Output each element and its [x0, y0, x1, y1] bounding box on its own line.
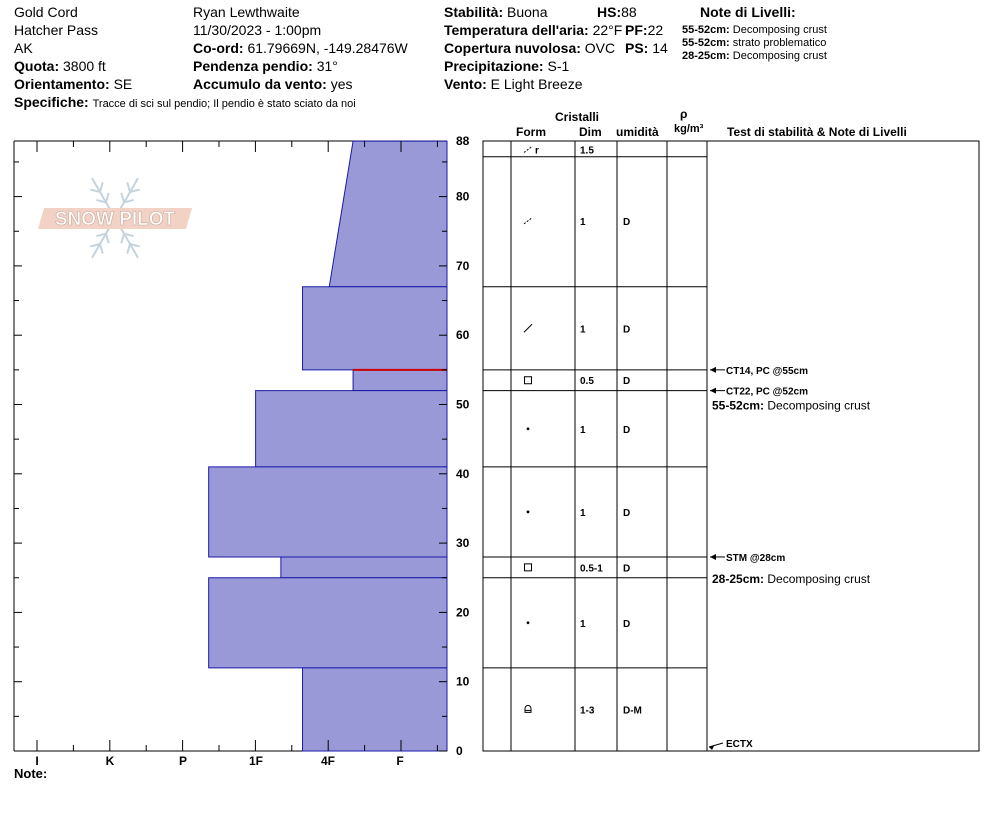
form-header: Form: [516, 125, 546, 139]
form-modifier: r: [535, 145, 539, 157]
layer-notes-title: Note di Livelli:: [700, 4, 796, 20]
hardness-label: P: [178, 754, 188, 768]
density-unit: kg/m³: [674, 123, 704, 135]
hardness-label: F: [396, 754, 404, 768]
air-temperature: Temperatura dell'aria: 22°F: [444, 22, 623, 38]
stability: Stabilità: Buona: [444, 4, 548, 20]
crystal-size: 0.5: [580, 376, 594, 388]
decomposing-fragments-icon: [524, 218, 532, 224]
hardness-layer: [209, 578, 447, 668]
slope-angle: Pendenza pendio: 31°: [193, 58, 338, 74]
rounded-grain-icon: [527, 511, 530, 514]
hardness-layer: [303, 287, 447, 370]
moisture-value: D: [623, 376, 631, 388]
rounded-grain-icon: [527, 427, 530, 430]
snowflake-branch: [121, 193, 124, 203]
hardness-layer: [209, 467, 447, 557]
snowflake-branch: [121, 234, 124, 244]
crystal-size: 1.5: [580, 145, 594, 157]
specifics: Specifiche: Tracce di sci sul pendio; Il pendio è stato sciato da noi: [14, 94, 356, 110]
depth-label: 88: [456, 134, 470, 149]
location-area: Hatcher Pass: [14, 22, 99, 38]
tests-header: Test di stabilità & Note di Livelli: [727, 125, 907, 139]
decomposing-fragments-icon: [524, 324, 532, 332]
hardness-label: 4F: [320, 754, 336, 768]
layer-note: 28-25cm: Decomposing crust: [682, 50, 827, 62]
snowflake-branch: [106, 234, 109, 244]
date-time: 11/30/2023 - 1:00pm: [193, 22, 322, 38]
depth-label: 40: [456, 466, 470, 481]
coordinates: Co-ord: 61.79669N, -149.28476W: [193, 40, 408, 56]
location-name: Gold Cord: [14, 4, 78, 20]
hardness-layer: [256, 391, 447, 467]
humidity-header: umidità: [616, 125, 659, 139]
moisture-value: D: [623, 324, 631, 336]
location-state: AK: [14, 40, 33, 56]
snowflake-branch: [100, 244, 103, 254]
stability-test-label: ECTX: [726, 739, 753, 750]
test-arrow: [709, 743, 723, 747]
depth-label: 0: [456, 744, 463, 758]
layer-note: 55-52cm: Decomposing crust: [682, 24, 827, 36]
logo-text: SNOW PILOT: [54, 209, 176, 230]
snowpilot-logo: [38, 178, 192, 258]
crystal-size: 0.5-1: [580, 563, 603, 575]
foot-penetration: PF:22: [625, 22, 664, 38]
precipitation: Precipitazione: S-1: [444, 58, 570, 74]
dim-header: Dim: [579, 125, 602, 139]
snowflake-branch: [127, 244, 130, 254]
elevation: Quota: 3800 ft: [14, 58, 106, 74]
test-arrow-head: [710, 554, 716, 560]
depth-label: 50: [456, 397, 470, 412]
snowflake-branch: [106, 193, 109, 203]
stability-test-label: CT22, PC @52cm: [726, 386, 809, 398]
crystal-size: 1: [580, 424, 586, 436]
faceted-crystal-icon: [525, 564, 532, 571]
hardness-label: K: [105, 754, 115, 768]
moisture-value: D: [623, 216, 631, 228]
hardness-layer: [353, 370, 447, 391]
melt-freeze-icon: [525, 705, 531, 712]
hardness-label: I: [35, 754, 39, 768]
depth-label: 60: [456, 328, 470, 343]
stability-test-label: STM @28cm: [726, 552, 786, 564]
layer-note: 55-52cm: strato problematico: [682, 37, 827, 49]
hardness-layer: [303, 668, 447, 751]
snow-height: HS:88: [597, 4, 637, 20]
stability-test-label: CT14, PC @55cm: [726, 365, 809, 377]
cloud-cover: Copertura nuvolosa: OVC: [444, 40, 616, 56]
wind: Vento: E Light Breeze: [444, 76, 583, 92]
inline-layer-note: 28-25cm: Decomposing crust: [712, 571, 871, 586]
depth-label: 30: [456, 536, 470, 551]
snowflake-branch: [100, 182, 103, 192]
crystals-header: Cristalli: [555, 110, 600, 124]
depth-label: 80: [456, 189, 470, 204]
wind-loading: Accumulo da vento: yes: [193, 76, 353, 92]
note-label: Note:: [14, 766, 48, 781]
snowflake-branch: [127, 182, 130, 192]
hardness-layer: [281, 557, 447, 578]
test-arrow-head: [710, 367, 716, 373]
moisture-value: D: [623, 563, 631, 575]
hardness-label: 1F: [248, 754, 264, 768]
test-arrow-head: [710, 388, 716, 394]
ski-penetration: PS: 14: [625, 40, 668, 56]
faceted-crystal-icon: [525, 377, 532, 384]
crystal-size: 1-3: [580, 705, 595, 717]
moisture-value: D: [623, 618, 631, 630]
aspect: Orientamento: SE: [14, 76, 133, 92]
depth-label: 10: [456, 674, 470, 689]
moisture-value: D: [623, 507, 631, 519]
inline-layer-note: 55-52cm: Decomposing crust: [712, 398, 871, 413]
crystal-size: 1: [580, 324, 586, 336]
density-symbol: ρ: [680, 107, 688, 121]
table-border: [483, 141, 979, 751]
decomposing-fragments-icon: [524, 146, 532, 152]
crystal-size: 1: [580, 507, 586, 519]
depth-label: 70: [456, 258, 470, 273]
moisture-value: D-M: [623, 705, 642, 717]
hardness-layer: [329, 141, 447, 287]
depth-label: 20: [456, 605, 470, 620]
crystal-size: 1: [580, 216, 586, 228]
observer-name: Ryan Lewthwaite: [193, 4, 300, 20]
crystal-size: 1: [580, 618, 586, 630]
rounded-grain-icon: [527, 621, 530, 624]
moisture-value: D: [623, 424, 631, 436]
